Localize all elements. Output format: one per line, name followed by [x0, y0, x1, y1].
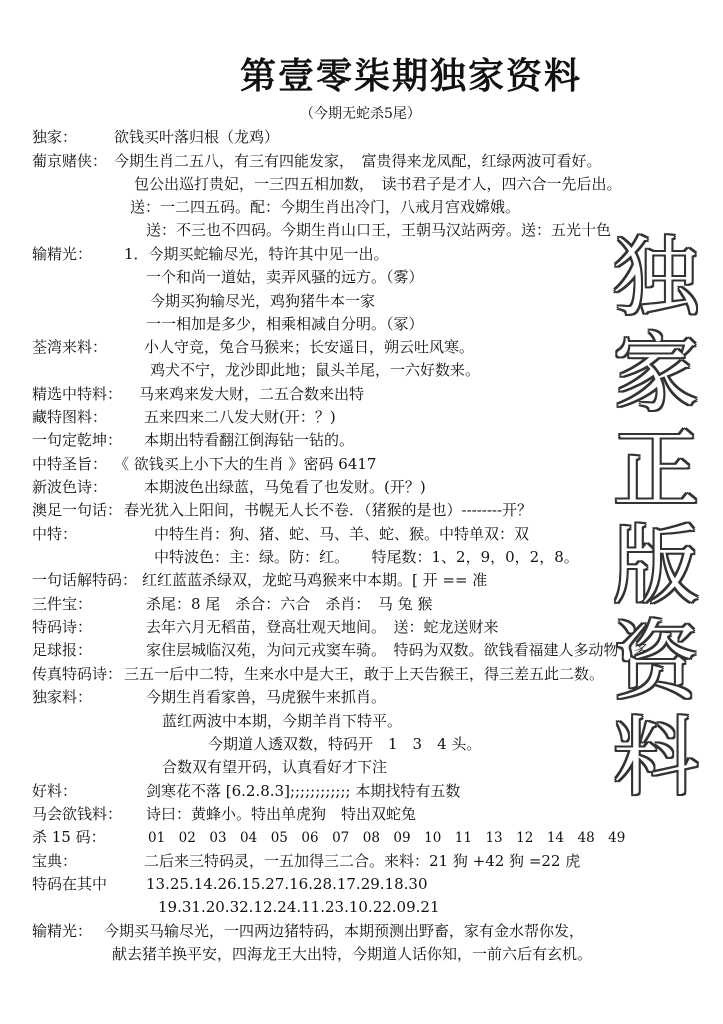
line-label: 传真特码诗： — [32, 665, 123, 683]
line-text: 蓝红两波中本期，今期羊肖下特平。 — [162, 712, 403, 730]
line-text: 今期生肖二五八，有三有四能发家， 富贵得来龙凤配，红绿两波可看好。 — [114, 152, 602, 170]
line-text: 合数双有望开码，认真看好才下注 — [162, 758, 388, 776]
watermark-char: 家 — [613, 324, 699, 424]
text-line — [32, 640, 649, 660]
watermark-char: 独 — [613, 228, 699, 328]
line-label: 输精光： — [32, 245, 93, 263]
line-text: 中特生肖：狗、猪、蛇、马、羊、蛇、猴。中特单双：双 — [154, 525, 530, 543]
line-text: 欲钱买叶落归根（龙鸡） — [114, 128, 280, 146]
page-subtitle: （今期无蛇杀5尾） — [300, 106, 421, 122]
text-line — [32, 454, 376, 474]
text-line — [150, 360, 480, 380]
line-label: 马会欲钱料： — [32, 805, 123, 823]
line-label: 精选中特料： — [32, 385, 123, 403]
text-line — [146, 220, 611, 240]
line-label: 特码在其中 — [32, 875, 108, 893]
text-line — [146, 314, 424, 334]
line-label: 特码诗： — [32, 618, 93, 636]
line-label: 葡京赌侠： — [32, 152, 108, 170]
line-text: 今期买马输尽光，一四两边猪特码，本期预测出野畜，家有金水帮你发， — [104, 922, 585, 940]
text-line — [32, 430, 354, 450]
line-text: 红红蓝蓝杀绿双，龙蛇马鸡猴来中本期。[ 开 == 准 — [142, 571, 488, 589]
line-text: 五来四来二八发大财(开：？) — [144, 408, 336, 426]
text-line — [162, 757, 387, 777]
line-label: 藏特图料： — [32, 408, 108, 426]
text-line — [130, 197, 520, 217]
text-line — [32, 874, 428, 894]
line-label: 中特： — [32, 525, 78, 543]
line-text: 三五一后中二特，生来水中是大王，敢于上天告猴王，得三差五此二数。 — [124, 665, 605, 683]
line-text: 一一相加是多少，相乘相减自分明。（冢） — [146, 315, 424, 333]
line-label: 输精光： — [32, 922, 93, 940]
line-label: 一句话解特码： — [32, 571, 138, 589]
line-label: 荃湾来料： — [32, 338, 108, 356]
line-label: 中特圣旨： — [32, 455, 108, 473]
text-line — [32, 384, 364, 404]
line-text: 剑寒花不落 [6.2.8.3];;;;;;;;;;;; 本期找特有五数 — [146, 782, 461, 800]
line-label: 新波色诗： — [32, 478, 108, 496]
line-text: 今期道人透双数，特码开 1 3 4 头。 — [208, 735, 482, 753]
line-text: 诗曰：黄蜂小。特出单虎狗 特出双蛇兔 — [146, 805, 417, 823]
line-text: 1．今期买蛇输尽光，特许其中见一出。 — [124, 245, 389, 263]
text-line — [32, 781, 460, 801]
line-label: 一句定乾坤： — [32, 431, 123, 449]
line-label: 杀 15 码： — [32, 828, 106, 846]
watermark-char: 正 — [613, 420, 699, 520]
line-text: 19.31.20.32.12.24.11.23.10.22.09.21 — [158, 898, 440, 916]
line-text: 13.25.14.26.15.27.16.28.17.29.18.30 — [146, 875, 428, 893]
text-line — [32, 921, 584, 941]
line-text: 今期生肖看家兽，马虎猴牛来抓肖。 — [146, 688, 387, 706]
line-label: 独家料： — [32, 688, 93, 706]
line-label: 澳足一句话： — [32, 501, 123, 519]
line-text: 包公出巡打贵妃，一三四五相加数， 读书君子是才人，四六合一先后出。 — [134, 175, 622, 193]
text-line — [146, 267, 424, 287]
text-line — [32, 407, 336, 427]
line-text: 杀尾：8 尾 杀合：六合 杀肖： 马 兔 猴 — [146, 595, 433, 613]
text-line — [32, 804, 416, 824]
text-line — [32, 570, 487, 590]
text-line — [32, 687, 386, 707]
text-line — [32, 500, 532, 520]
text-line — [32, 477, 426, 497]
text-line — [32, 594, 432, 614]
line-label: 三件宝： — [32, 595, 93, 613]
line-text: 去年六月无稻苗，登高壮观天地间。 送：蛇龙送财来 — [146, 618, 499, 636]
line-text: 本期出特看翻江倒海钻一钻的。 — [144, 431, 355, 449]
line-text: 小人守竞，兔合马猴来；长安遥日，朔云吐风寒。 — [144, 338, 475, 356]
line-label: 足球报： — [32, 641, 93, 659]
line-text: 家住层城临汉苑，为问元戎窦车骑。 特码为双数。欲钱看福建人多动物也多 — [146, 641, 649, 659]
line-text: 一个和尚一道姑，卖弄风骚的远方。（雾） — [146, 268, 424, 286]
text-line — [134, 174, 622, 194]
text-line — [162, 711, 402, 731]
watermark-stamp — [606, 230, 706, 806]
line-text: 春光犹入上阳间，书幌无人长不卷．（猪猴的是也）--------开？ — [124, 501, 533, 519]
watermark-char: 版 — [613, 516, 699, 616]
line-text: 送：不三也不四码。今期生肖山口王，王朝马汉站两旁。送：五光十色 — [146, 221, 612, 239]
text-line — [32, 827, 625, 848]
line-text: 鸡犬不宁，龙沙即此地；鼠头羊尾，一六好数来。 — [150, 361, 481, 379]
text-line — [32, 524, 529, 544]
watermark-char: 料 — [613, 708, 699, 808]
line-text: 献去猪羊换平安，四海龙王大出特，今期道人话你知，一前六后有玄机。 — [112, 945, 593, 963]
line-text: 01 02 03 04 05 06 07 08 09 10 11 13 12 14 48 49 — [148, 830, 626, 846]
line-text: 本期波色出绿蓝，马兔看了也发财。(开？) — [144, 478, 426, 496]
watermark-char: 资 — [613, 612, 699, 712]
line-text: 二后来三特码灵，一五加得三二合。来料：21 狗 +42 狗 =22 虎 — [144, 852, 581, 870]
text-line — [32, 151, 602, 171]
line-label: 宝典： — [32, 852, 78, 870]
line-label: 独家： — [32, 128, 78, 146]
text-line — [208, 734, 481, 754]
text-line — [158, 897, 440, 917]
line-text: 今期买狗输尽光，鸡狗猪牛本一家 — [150, 292, 376, 310]
line-text: 《 欲钱买上小下大的生肖 》密码 6417 — [114, 455, 377, 473]
page-title: 第壹零柒期独家资料 — [240, 55, 583, 97]
text-line — [32, 337, 474, 357]
text-line — [32, 851, 580, 871]
text-line — [154, 547, 579, 567]
text-line — [32, 664, 604, 684]
line-text: 送：一二四五码。配：今期生肖出冷门，八戒月宫戏嫦娥。 — [130, 198, 521, 216]
text-line — [150, 291, 375, 311]
text-line — [32, 617, 499, 637]
line-label: 好料： — [32, 782, 78, 800]
line-text: 马来鸡来发大财，二五合数来出特 — [139, 385, 365, 403]
text-line — [32, 127, 279, 147]
line-text: 中特波色：主：绿。防：红。 特尾数：1、2，9，0，2，8。 — [154, 548, 579, 566]
text-line — [112, 944, 592, 964]
text-line — [32, 244, 389, 264]
